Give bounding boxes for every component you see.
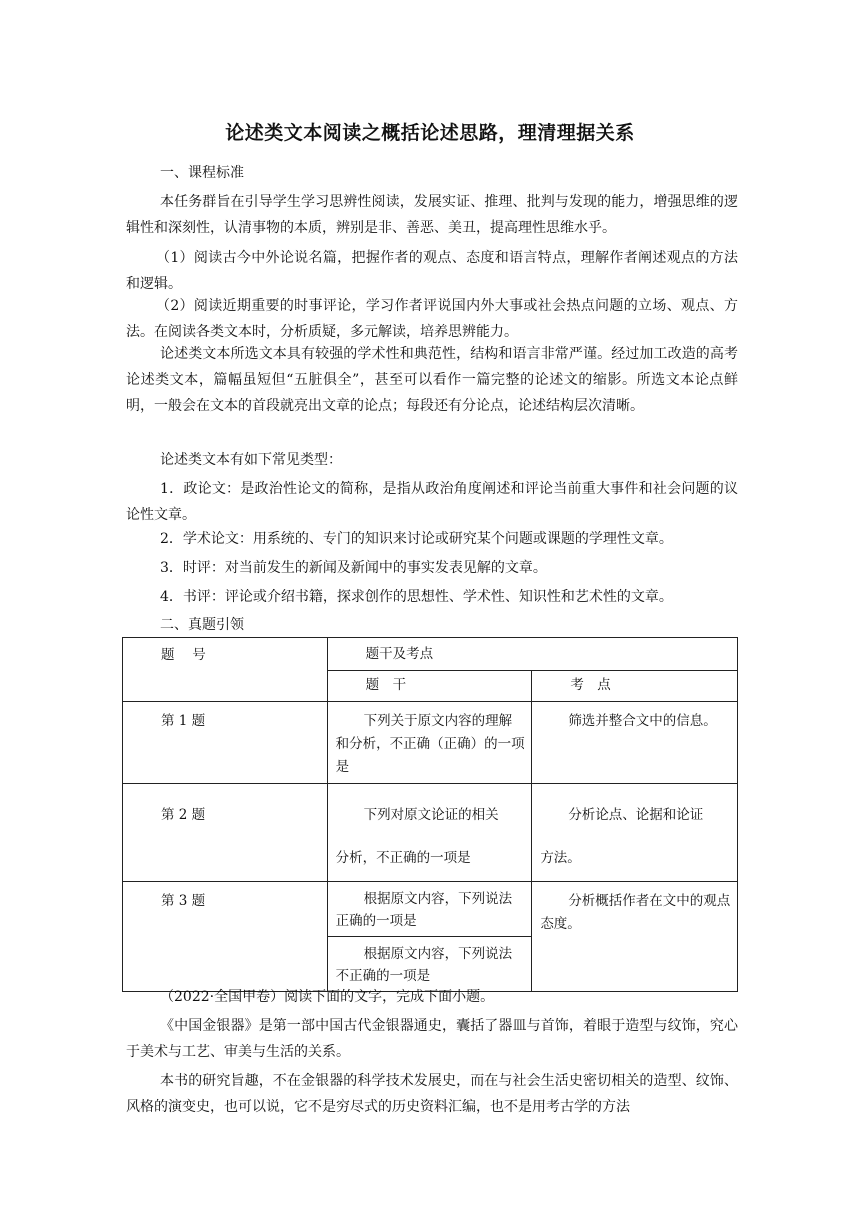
row3-stem-1: 根据原文内容，下列说法正确的一项是 <box>335 891 513 929</box>
row1-point: 筛选并整合文中的信息。 <box>568 713 717 729</box>
paragraph-item-1: （1）阅读古今中外论说名篇，把握作者的观点、态度和语言特点，理解作者阐述观点的方法和逻辑。 <box>126 250 738 292</box>
paragraph-standard: 本任务群旨在引导学生学习思辨性阅读，发展实证、推理、批判与发现的能力，增强思维的逻辑性和深刻性，认清事物的本质，辨别是非、善恶、美丑，提高理性思维水乎。 <box>126 194 738 236</box>
row3-point: 分析概括作者在文中的观点态度。 <box>540 893 731 932</box>
passage-paragraph-1: 《中国金银器》是第一部中国古代金银器通史，囊括了器皿与首饰，着眼于造型与纹饰，究心于美术与工艺、审美与生活的关系。 <box>126 1018 738 1060</box>
section-heading-1: 一、课程标准 <box>160 165 244 181</box>
exam-question-table <box>122 637 738 992</box>
row1-number: 第 1 题 <box>161 713 206 729</box>
type-item-4: 4．书评：评论或介绍书籍，探求创作的思想性、学术性、知识性和艺术性的文章。 <box>160 589 673 605</box>
row3-stem-2: 根据原文内容，下列说法不正确的一项是 <box>335 946 513 984</box>
section-heading-2: 二、真题引领 <box>160 617 244 633</box>
type-item-3: 3．时评：对当前发生的新闻及新闻中的事实发表见解的文章。 <box>160 560 547 576</box>
header-point-cell: 考 点 <box>532 671 738 702</box>
question-source: （2022·全国甲卷）阅读下面的文字，完成下面小题。 <box>160 989 495 1005</box>
header-group-cell: 题干及考点 <box>327 638 737 671</box>
type-item-2: 2．学术论文：用系统的、专门的知识来讨论或研究某个问题或课题的学理性文章。 <box>160 531 673 547</box>
row1-stem: 下列关于原文内容的理解和分析，不正确（正确）的一项是 <box>335 713 525 775</box>
row2-point-line1: 分析论点、论据和论证 <box>568 807 704 823</box>
row2-number: 第 2 题 <box>161 807 206 823</box>
page-title: 论述类文本阅读之概括论述思路，理清理据关系 <box>225 122 635 144</box>
row3-number: 第 3 题 <box>161 893 206 909</box>
paragraph-intro: 论述类文本所选文本具有较强的学术性和典范性，结构和语言非常严谨。经过加工改造的高考论述类文本，篇幅虽短但“五脏俱全”，甚至可以看作一篇完整的论述文的缩影。所选文本论点鲜明，一般会在文本的首段就亮出文章的论点；每段还有分论点，论述结构层次清晰。 <box>126 346 738 414</box>
paragraph-item-2: （2）阅读近期重要的时事评论，学习作者评说国内外大事或社会热点问题的立场、观点、方法。在阅读各类文本时，分析质疑，多元解读，培养思辨能力。 <box>126 298 738 340</box>
row2-point-line2: 方法。 <box>540 850 581 866</box>
table-row <box>123 784 738 882</box>
table-header-row <box>123 638 738 671</box>
header-number-cell: 题 号 <box>123 638 328 702</box>
table-row <box>123 702 738 784</box>
paragraph-types-lead: 论述类文本有如下常见类型： <box>160 452 342 468</box>
row2-stem-line2: 分析，不正确的一项是 <box>335 850 471 866</box>
type-item-1: 1．政论文：是政治性论文的简称，是指从政治角度阐述和评论当前重大事件和社会问题的议论性文章。 <box>126 481 738 523</box>
header-stem-cell: 题 干 <box>327 671 532 702</box>
table-row <box>123 882 738 937</box>
row2-stem-line1: 下列对原文论证的相关 <box>363 807 499 823</box>
passage-paragraph-2: 本书的研究旨趣，不在金银器的科学技术发展史，而在与社会生活史密切相关的造型、纹饰、风格的演变史，也可以说，它不是穷尽式的历史资料汇编，也不是用考古学的方法 <box>126 1073 738 1115</box>
